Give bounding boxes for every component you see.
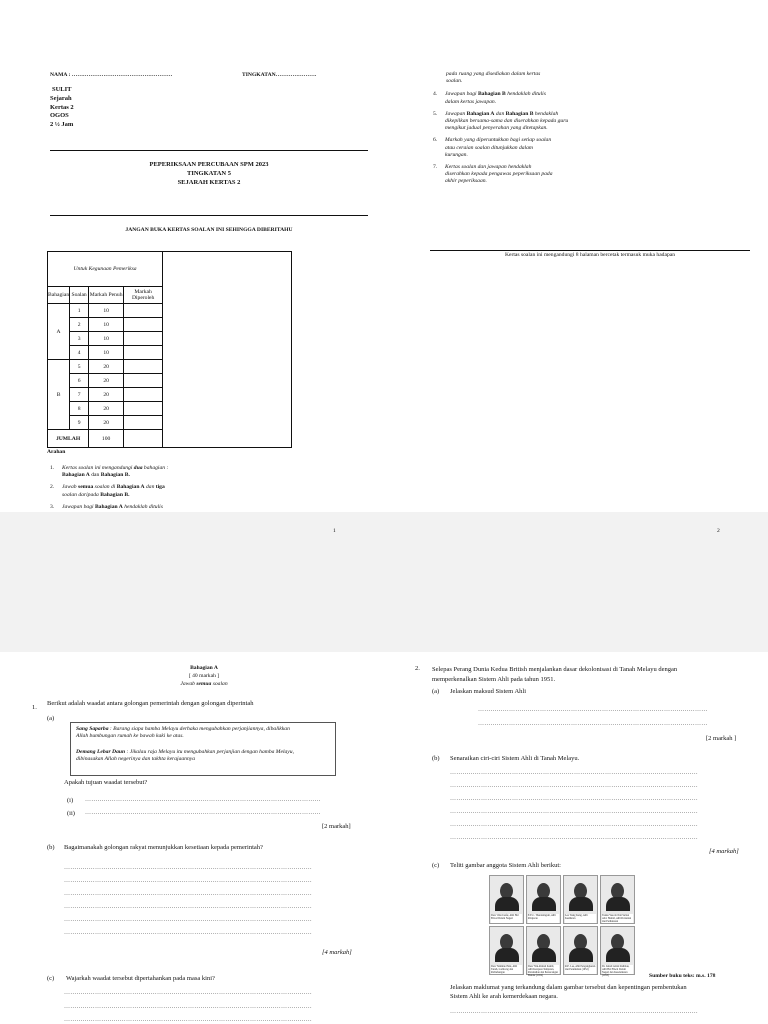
total-full-marks: 100	[89, 430, 124, 448]
exam-title	[50, 160, 368, 188]
instruction-text: atau ceraian soalan ditunjukkan dalam	[445, 144, 533, 151]
question-1a-label: (a)	[47, 715, 55, 722]
waadat-quote-box	[70, 722, 336, 776]
instruction-text: Jawapan	[445, 110, 466, 117]
question-2a-label: (a)	[432, 688, 440, 695]
instruction-emphasis: tiga	[155, 484, 165, 491]
full-marks: 20	[89, 360, 124, 374]
answer-line[interactable]: …………………………………………………………………………………………………………	[64, 917, 312, 923]
member-photo	[489, 875, 524, 924]
full-marks: 20	[89, 374, 124, 388]
marks-text: [2 markah ]	[706, 735, 737, 742]
divider	[50, 150, 368, 151]
question-number: 5	[70, 360, 89, 374]
quote-sang-saparba	[76, 726, 290, 740]
instruction-text: soalan	[212, 681, 228, 687]
sistem-ahli-members-photos	[489, 875, 635, 975]
answer-line[interactable]: …………………………………………………………………………………………………………	[450, 770, 698, 776]
answer-line[interactable]: …………………………………………………………………………………………………………	[64, 1004, 312, 1010]
answer-line[interactable]: …………………………………………………………………………………………………………	[450, 783, 698, 789]
answer-line[interactable]: …………………………………………………………………………………………………………	[450, 809, 698, 815]
instruction-emphasis: semua	[78, 484, 94, 491]
answer-line[interactable]: …………………………………………………………………………………………………	[478, 707, 708, 713]
quote-text: Allah bumbungan rumah ke bawah kaki ke atas.	[76, 733, 184, 739]
instruction-emphasis: Bahagian B.	[100, 472, 130, 479]
marks-allocation: [4 markah]	[322, 949, 352, 956]
question-number: 4	[70, 346, 89, 360]
full-marks: 20	[89, 388, 124, 402]
full-marks: 20	[89, 416, 124, 430]
section-b-cell: B	[48, 360, 70, 430]
divider	[50, 215, 368, 216]
page-number-1: 1	[333, 528, 336, 534]
member-photo	[563, 875, 598, 924]
instruction-item	[433, 137, 606, 159]
member-photo	[563, 926, 598, 975]
student-form-field: TINGKATAN………………….	[242, 72, 317, 78]
answer-line[interactable]: …………………………………………………………………………………………………………	[64, 930, 312, 936]
subject-block	[50, 95, 74, 129]
answer-line[interactable]: ……………………………………………………………………………………………………	[85, 810, 321, 816]
question-2c-task	[450, 983, 687, 1001]
instruction-text: Kertas soalan dan jawapan hendaklah	[445, 164, 532, 171]
section-instruction	[0, 681, 408, 687]
instruction-text: dan	[495, 110, 505, 117]
instruction-text: hendaklah ditulis	[124, 503, 163, 510]
photo-caption: Dr. Ismail Abdul Rahman, Ahli Hal Ehwal Dalam Negeri dan Keselamatan (1953)	[602, 965, 633, 974]
obtained-marks-cell[interactable]	[124, 360, 163, 374]
instruction-emphasis: Bahagian A	[116, 484, 145, 491]
speaker-name: Sang Saparba	[76, 726, 109, 732]
confidential-label: SULIT	[52, 86, 72, 93]
full-marks: 10	[89, 304, 124, 318]
question-text: Jelaskan maklumat yang terkandung dalam gambar tersebut dan kepentingan pembentukan	[450, 984, 687, 991]
question-1b-prompt: Bagaimanakah golongan rakyat menunjukkan kesetiaan kepada pemerintah?	[64, 844, 263, 851]
instruction-text: Kertas soalan ini mengandungi	[62, 465, 133, 471]
question-text: Selepas Perang Dunia Kedua British menjalankan dasar dekolonisasi di Tanah Melayu dengan	[432, 666, 678, 673]
obtained-marks-cell[interactable]	[124, 416, 163, 430]
obtained-marks-cell[interactable]	[124, 346, 163, 360]
answer-line[interactable]: …………………………………………………………………………………………………………	[64, 878, 312, 884]
full-marks: 20	[89, 402, 124, 416]
instruction-item	[433, 164, 606, 186]
question-1-text: Berikut adalah waadat antara golongan pemerintah dengan golongan diperintah	[47, 700, 254, 707]
instruction-text: hendaklah ditulis	[507, 91, 546, 98]
full-marks: 10	[89, 346, 124, 360]
divider	[430, 250, 750, 251]
member-photo	[526, 875, 561, 924]
member-photo	[526, 926, 561, 975]
answer-line[interactable]: …………………………………………………………………………………………………………	[450, 835, 698, 841]
instruction-text: soalan.	[446, 78, 463, 85]
question-1c-label: (c)	[47, 975, 55, 982]
instructions-list	[50, 465, 200, 516]
full-marks: 10	[89, 332, 124, 346]
total-label: JUMLAH	[48, 430, 89, 448]
instruction-emphasis: Bahagian B.	[100, 491, 130, 498]
quote-demang-lebar-daun	[76, 749, 294, 763]
instruction-text: kurungan.	[445, 151, 468, 158]
instruction-text: soalan daripada	[62, 491, 99, 498]
quote-text: : Jikalau raja Melayu itu mengubahkan perjanjian dengan hamba Melayu,	[126, 749, 294, 755]
answer-line[interactable]: …………………………………………………………………………………………………………	[450, 822, 698, 828]
subject-line: Kertas 2	[50, 103, 74, 111]
page-number-2: 2	[717, 528, 720, 534]
photo-source: Sumber buku teks: m.s. 178	[649, 973, 716, 979]
instruction-text: dan	[91, 472, 100, 479]
instructions-continued	[433, 71, 606, 191]
question-number: 7	[70, 388, 89, 402]
instruction-text: hendaklah	[534, 110, 559, 117]
instruction-item	[50, 504, 200, 511]
answer-line[interactable]: …………………………………………………………………………………………………………	[64, 1017, 312, 1023]
instruction-emphasis: Bahagian A	[94, 503, 123, 510]
instruction-emphasis: Bahagian A	[466, 110, 495, 117]
instruction-number: 6.	[433, 137, 438, 144]
question-number: 9	[70, 416, 89, 430]
marks-allocation: [4 markah]	[709, 848, 739, 855]
instruction-text: Jawapan bagi	[62, 503, 94, 510]
total-obtained-cell[interactable]	[124, 430, 163, 448]
photo-caption: E.E.C. Thuraisingam, Ahli Pelajaran	[528, 914, 559, 923]
member-photo	[600, 875, 635, 924]
question-2c-label: (c)	[432, 862, 440, 869]
instruction-emphasis: Bahagian A	[62, 472, 90, 479]
instruction-text: akhir peperiksaan.	[445, 178, 487, 185]
question-2-text	[432, 665, 677, 685]
instructions-title: Arahan	[47, 449, 66, 455]
instruction-text: Jawab	[62, 484, 77, 491]
instruction-text: bahagian :	[143, 465, 169, 471]
exam-title-line: TINGKATAN 5	[187, 170, 231, 178]
answer-line[interactable]: …………………………………………………………………………………………………	[478, 721, 708, 727]
question-1c-prompt: Wajarkah waadat tersebut dipertahankan pada masa kini?	[66, 975, 215, 982]
photo-caption: Dato' Nik Ahmad Kamil, Ahli Kerajaan Tempatan, Perumahan dan Perancangan Bandar (1952)	[528, 965, 558, 977]
question-1b-label: (b)	[47, 844, 55, 851]
instruction-number: 4.	[433, 91, 438, 98]
obtained-marks-cell[interactable]	[124, 374, 163, 388]
answer-line[interactable]: …………………………………………………………………………………………………………	[64, 891, 312, 897]
instruction-emphasis: semua	[196, 681, 212, 687]
question-text: Sistem Ahli ke arah kemerdekaan negara.	[450, 993, 558, 1000]
obtained-marks-cell[interactable]	[124, 318, 163, 332]
obtained-marks-cell[interactable]	[124, 402, 163, 416]
speaker-name: Demang Lebar Daun	[76, 749, 126, 755]
subject-line: 2 ½ Jam	[50, 120, 74, 128]
exam-cover-page	[0, 0, 384, 512]
instruction-number: 3.	[50, 503, 55, 510]
instructions-continued-page	[384, 0, 768, 512]
obtained-marks-cell[interactable]	[124, 304, 163, 318]
marks-allocation	[706, 735, 736, 742]
answer-line[interactable]: …………………………………………………………………………………………………………	[64, 904, 312, 910]
obtained-marks-cell[interactable]	[124, 332, 163, 346]
question-2c-prompt: Teliti gambar anggota Sistem Ahli berikut:	[450, 862, 561, 869]
photo-caption: Tunku Yaacob Ibni Sultan Abd. Hamid, Ahli Pertanian dan Perhutanan	[602, 914, 632, 923]
answer-line[interactable]: ……………………………………………………………………………………………………	[85, 797, 321, 803]
instruction-emphasis: Bahagian B	[505, 110, 534, 117]
question-2-number: 2.	[415, 665, 420, 672]
instruction-text: diserahkan kepada pengawas peperiksaan pada	[445, 171, 553, 178]
answer-line[interactable]: …………………………………………………………………………………………………………	[64, 865, 312, 871]
photo-caption: Lee Tiang Keng, Ahli Kesihatan	[565, 914, 596, 923]
photo-caption: Dato' Mahmud Mat, Ahli Tanah, Lombong dan Perhubungan	[491, 965, 522, 974]
instruction-number: 5.	[433, 110, 438, 117]
header-markah-diperoleh: Markah Diperoleh	[124, 287, 163, 304]
question-text: memperkenalkan Sistem Ahli pada tahun 1951.	[432, 676, 556, 683]
examiner-use-caption: Untuk Kegunaan Pemeriksa	[48, 252, 163, 287]
exam-title-line: PEPERIKSAAN PERCUBAAN SPM 2023	[149, 161, 269, 168]
member-photo	[600, 926, 635, 975]
member-photo	[489, 926, 524, 975]
marks-allocation: [2 markah]	[322, 823, 351, 830]
instruction-item	[50, 484, 200, 498]
instruction-item	[50, 465, 200, 479]
instruction-number: 7.	[433, 164, 438, 171]
subject-line: Sejarah	[50, 95, 72, 102]
section-title: Bahagian A	[190, 665, 218, 671]
instruction-text: Jawapan bagi	[445, 91, 477, 98]
question-number: 1	[70, 304, 89, 318]
subject-line: OGOS	[50, 112, 69, 120]
header-soalan: Soalan	[70, 287, 89, 304]
question-2a-prompt: Jelaskan maksud Sistem Ahli	[450, 688, 527, 695]
instruction-text: dikepilkan bersama-sama dan diserahkan kepada guru	[445, 118, 569, 125]
question-1a-prompt: Apakah tujuan waadat tersebut?	[64, 779, 148, 786]
question-number: 8	[70, 402, 89, 416]
header-markah-penuh: Markah Penuh	[89, 287, 124, 304]
answer-ii-label: (ii)	[67, 810, 75, 817]
do-not-open-warning: JANGAN BUKA KERTAS SOALAN INI SEHINGGA DIBERITAHU	[125, 227, 293, 233]
question-number: 2	[70, 318, 89, 332]
page-count-note: Kertas soalan ini mengandungi 8 halaman bercetak termasuk muka hadapan	[504, 252, 676, 258]
instruction-number: 1.	[50, 465, 55, 471]
instruction-emphasis: Bahagian B	[477, 91, 506, 98]
photo-caption: R.E. Lee, Ahli Pengangkutan dan Perumahan (1952)	[565, 965, 596, 974]
question-number: 3	[70, 332, 89, 346]
instruction-text: Markah yang diperuntukkan bagi setiap soalan	[445, 137, 552, 144]
instruction-text: dan	[145, 484, 155, 491]
instruction-item	[433, 111, 606, 133]
examiner-marks-table	[47, 251, 292, 448]
question-number: 6	[70, 374, 89, 388]
instruction-text: soalan di	[94, 484, 116, 491]
instruction-text: Jawab	[180, 681, 195, 687]
quote-text: dibinasakan Allah negerinya dan takhta kerajaannya	[76, 756, 196, 762]
section-a-cell: A	[48, 304, 70, 360]
section-a-page	[0, 652, 384, 1024]
quote-text: : Barang siapa hamba Melayu derhaka mengubahkan perjanjiannya, dibalikkan	[109, 726, 290, 732]
full-marks: 10	[89, 318, 124, 332]
instruction-item	[433, 91, 606, 105]
examiner-notes-cell	[163, 252, 292, 448]
question-2b-prompt: Senaraikan ciri-ciri Sistem Ahli di Tanah Melayu.	[450, 755, 580, 762]
question-2b-label: (b)	[432, 755, 440, 762]
header-bahagian: Bahagian	[48, 287, 70, 304]
instruction-text: mengikut jadual penyerahan yang ditetapkan.	[445, 125, 548, 132]
answer-line[interactable]: …………………………………………………………………………………………………………	[450, 796, 698, 802]
student-name-field: NAMA : ………………………………………………	[50, 72, 173, 78]
exam-title-line: SEJARAH KERTAS 2	[177, 179, 241, 187]
instruction-number: 2.	[50, 484, 55, 491]
section-marks: [ 40 markah ]	[188, 673, 220, 679]
instruction-emphasis: dua	[133, 465, 143, 471]
instruction-text: pada ruang yang disediakan dalam kertas	[446, 71, 541, 77]
answer-line[interactable]: …………………………………………………………………………………………………………	[450, 1009, 698, 1015]
obtained-marks-cell[interactable]	[124, 388, 163, 402]
question-1-number: 1.	[32, 704, 37, 711]
answer-line[interactable]: …………………………………………………………………………………………………………	[64, 990, 312, 996]
answer-i-label: (i)	[67, 797, 74, 804]
instruction-text: dalam kertas jawapan.	[445, 98, 497, 105]
photo-caption: Dato' Onn Jaafar, Ahli Hal Ehwal Dalam Negeri	[491, 914, 522, 923]
